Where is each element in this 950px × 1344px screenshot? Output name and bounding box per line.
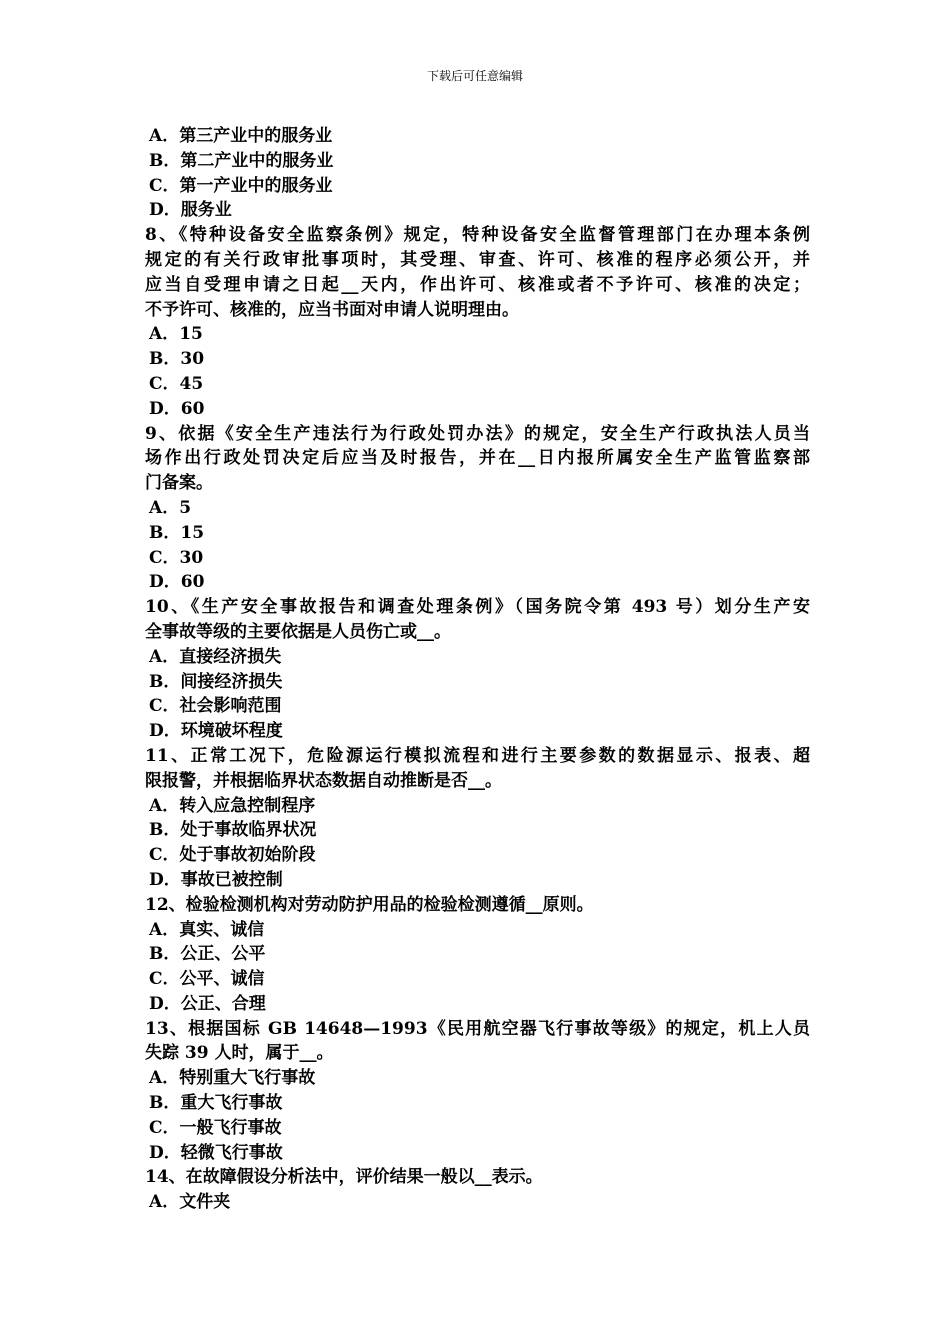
answer-option: C．第一产业中的服务业 [149, 175, 333, 196]
answer-option: B．间接经济损失 [149, 671, 283, 692]
answer-option: B．第二产业中的服务业 [149, 150, 334, 171]
answer-option: B．15 [149, 522, 205, 543]
question-line: 场作出行政处罚决定后应当及时报告，并在__日内报所属安全生产监管监察部 [145, 448, 810, 469]
question-line: 门备案。 [145, 473, 213, 494]
question-line: 10、《生产安全事故报告和调查处理条例》（国务院令第 493 号）划分生产安 [145, 597, 810, 618]
answer-option: B．处于事故临界状况 [149, 820, 317, 841]
answer-option: D．公正、合理 [149, 993, 266, 1014]
question-line: 失踪 39 人时，属于__。 [145, 1043, 334, 1064]
answer-option: D．60 [149, 572, 205, 593]
answer-option: A．第三产业中的服务业 [149, 126, 333, 146]
answer-option: A．特别重大飞行事故 [149, 1068, 316, 1089]
answer-option: B．30 [149, 349, 205, 370]
question-line: 不予许可、核准的，应当书面对申请人说明理由。 [145, 299, 519, 320]
question-line: 全事故等级的主要依据是人员伤亡或__。 [145, 621, 451, 642]
answer-option: A．转入应急控制程序 [149, 795, 316, 816]
answer-option: C．社会影响范围 [149, 696, 282, 717]
answer-option: D．60 [149, 398, 205, 419]
answer-option: C．处于事故初始阶段 [149, 845, 316, 866]
page-header: 下载后可任意编辑 [426, 69, 523, 83]
answer-option: A．真实、诚信 [149, 919, 265, 940]
answer-option: C．一般飞行事故 [149, 1117, 282, 1138]
document-body [145, 124, 810, 1215]
question-line: 12、检验检测机构对劳动防护用品的检验检测遵循__原则。 [145, 894, 594, 915]
question-line: 9、依据《安全生产违法行为行政处罚办法》的规定，安全生产行政执法人员当 [145, 423, 810, 444]
question-line: 8、《特种设备安全监察条例》规定，特种设备安全监督管理部门在办理本条例 [145, 225, 810, 246]
question-line: 限报警，并根据临界状态数据自动推断是否__。 [145, 770, 502, 791]
question-line: 13、根据国标 GB 14648—1993《民用航空器飞行事故等级》的规定，机上人员 [145, 1018, 810, 1039]
answer-option: B．公正、公平 [149, 944, 266, 965]
answer-option: D．服务业 [149, 200, 232, 221]
answer-option: C．30 [149, 547, 204, 568]
answer-option: C．公平、诚信 [149, 969, 265, 990]
answer-option: D．事故已被控制 [149, 869, 283, 890]
answer-option: C．45 [149, 373, 204, 394]
answer-option: D．轻微飞行事故 [149, 1142, 283, 1163]
answer-option: A．5 [149, 497, 192, 518]
answer-option: A．文件夹 [149, 1192, 231, 1213]
answer-option: A．直接经济损失 [149, 646, 282, 667]
question-line: 规定的有关行政审批事项时，其受理、审查、许可、核准的程序必须公开，并 [145, 249, 810, 270]
answer-option: B．重大飞行事故 [149, 1093, 283, 1114]
question-line: 14、在故障假设分析法中，评价结果一般以__表示。 [145, 1167, 543, 1188]
question-line: 应当自受理申请之日起__天内，作出许可、核准或者不予许可、核准的决定； [145, 274, 810, 295]
answer-option: A．15 [149, 324, 203, 345]
answer-option: D．环境破坏程度 [149, 721, 283, 742]
question-line: 11、正常工况下，危险源运行模拟流程和进行主要参数的数据显示、报表、超 [145, 745, 810, 766]
